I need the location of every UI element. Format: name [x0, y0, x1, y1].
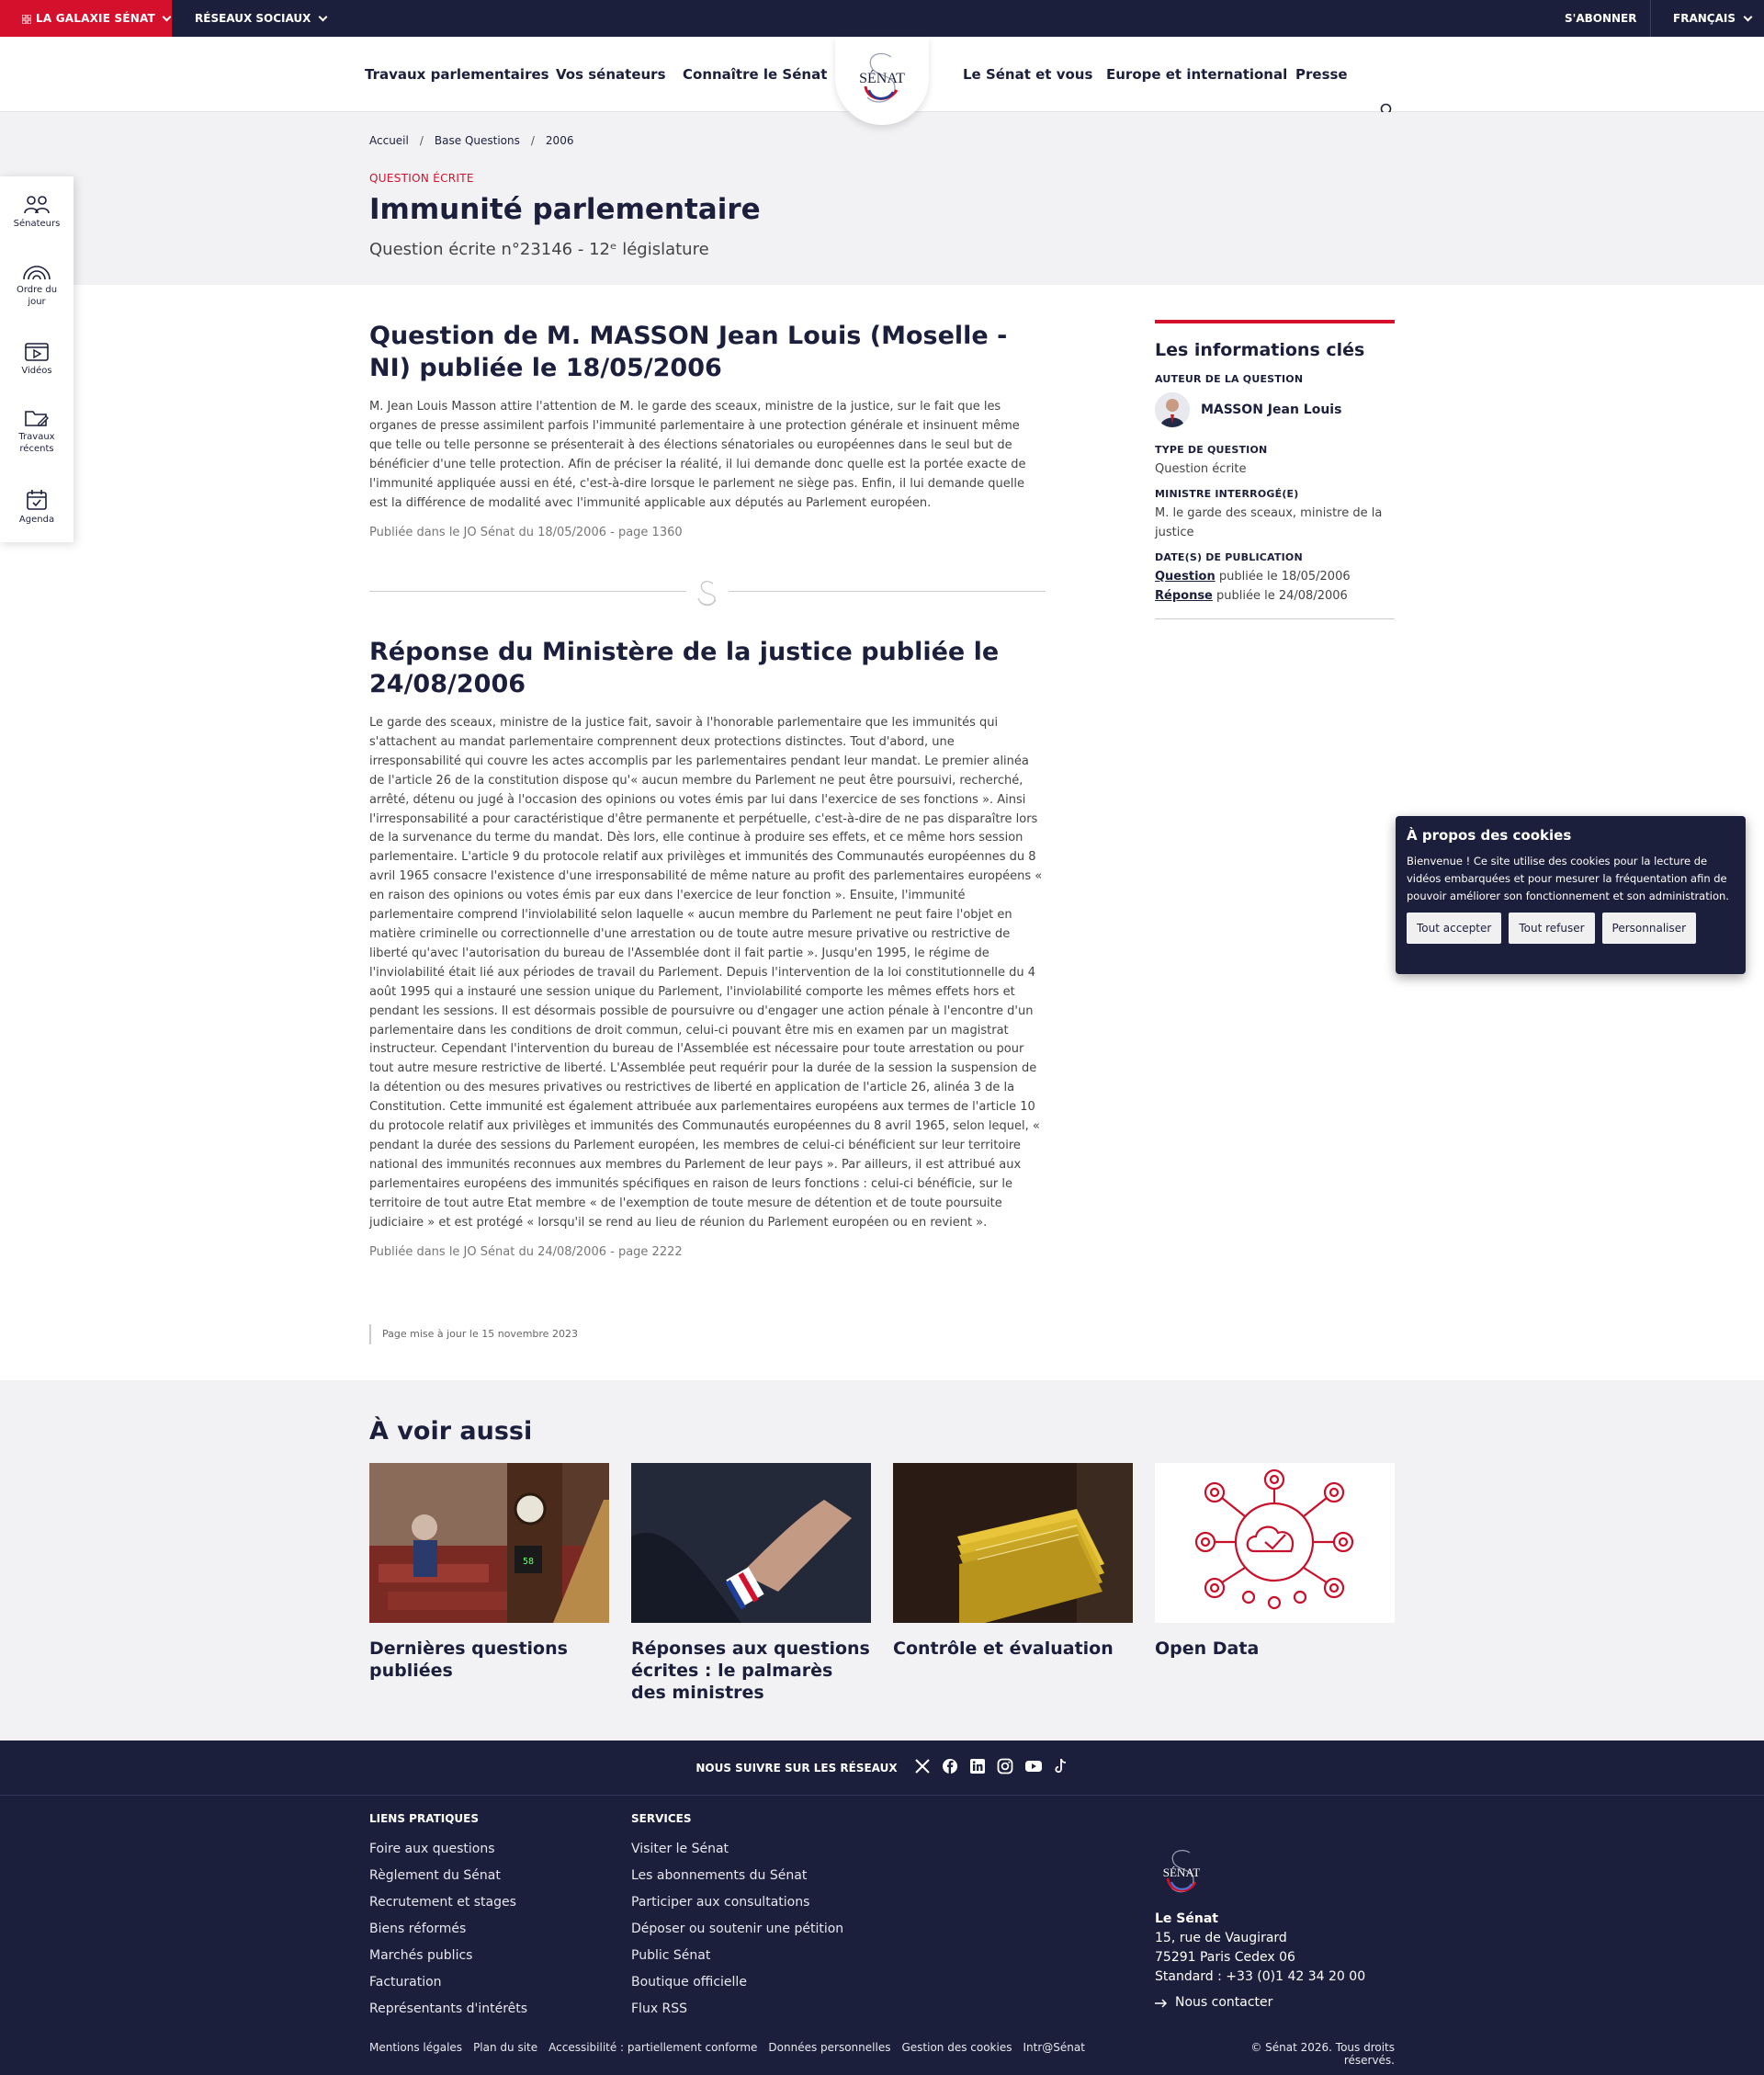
card-control-evaluation[interactable]: [893, 1463, 1133, 1660]
rail-label: Travaux récents: [18, 432, 55, 454]
senat-logo[interactable]: [835, 37, 929, 125]
nav-vos-senateurs[interactable]: Vos sénateurs: [556, 66, 666, 83]
footer-service-link[interactable]: Déposer ou soutenir une pétition: [631, 1922, 844, 1936]
galaxy-menu-button[interactable]: [0, 0, 172, 37]
accept-all-button[interactable]: Tout accepter: [1407, 913, 1501, 944]
footer-link[interactable]: Marchés publics: [369, 1948, 473, 1963]
nav-le-senat-et-vous[interactable]: Le Sénat et vous: [963, 66, 1093, 83]
card-latest-questions[interactable]: [369, 1463, 609, 1682]
logo-text: SÉNAT: [1162, 1865, 1201, 1879]
response-date: publiée le 24/08/2006: [1216, 589, 1348, 603]
senat-logo-mark: [845, 46, 919, 116]
language-selector[interactable]: [1650, 0, 1764, 37]
address-line-2: 75291 Paris Cedex 06: [1155, 1950, 1295, 1965]
response-anchor-link[interactable]: Réponse: [1155, 589, 1213, 603]
avatar: [1155, 392, 1190, 427]
breadcrumb: [369, 134, 573, 147]
rail-label: Vidéos: [21, 366, 52, 376]
footer-link[interactable]: Représentants d'intérêts: [369, 2001, 528, 2016]
footer-address: [1155, 1910, 1365, 2013]
social-networks-menu[interactable]: [195, 0, 326, 37]
question-anchor-link[interactable]: Question: [1155, 570, 1216, 584]
breadcrumb-home[interactable]: Accueil: [369, 134, 409, 147]
author-name: MASSON Jean Louis: [1201, 403, 1342, 417]
cloud-network-icon: [1155, 1463, 1395, 1623]
card-title: Réponses aux questions écrites : le palmarès des ministres: [631, 1638, 870, 1703]
subscribe-link[interactable]: S'ABONNER: [1565, 12, 1637, 25]
legal-link[interactable]: Mentions légales: [369, 2041, 463, 2054]
breadcrumb-separator: /: [419, 134, 424, 147]
card-title: Open Data: [1155, 1638, 1260, 1659]
question-section: [369, 320, 1046, 539]
question-title: Question de M. MASSON Jean Louis (Moselle - NI) publiée le 18/05/2006: [369, 322, 1008, 382]
social-label: RÉSEAUX SOCIAUX: [195, 12, 311, 25]
rail-item-senateurs[interactable]: [0, 195, 74, 230]
card-ministers-ranking[interactable]: [631, 1463, 871, 1704]
footer-link[interactable]: Recrutement et stages: [369, 1895, 516, 1910]
galaxy-label: LA GALAXIE SÉNAT: [36, 12, 155, 25]
answer-body: Le garde des sceaux, ministre de la justice fait, savoir à l'honorable parlementaire que les immunités qui s'attachent au mandat parlementaire comprennent deux protections distinctes. Tout d'abord, une irresponsabilité qui couvre les actes accomplis par les parlementaires pendant leur mandat. Le premier alinéa de l'article 26 de la constitution dispose qu'« aucun membre du Parlement ne peut être poursuivi, recherché, arrêté, détenu ou jugé à l'occasion des opinions ou votes émis par lui dans l'exercice de ses fonctions ». Ainsi l'irresponsabilité a pour caractéristique d'être permanente et perpétuelle, c'est-à-dire de ne pas disparaître lors de la survenance du terme du mandat. Dès lors, elle continue à produire ses effets, et ce même hors session parlementaire. L'article 9 du protocole relatif aux privilèges et immunités des Communautés européennes du 8 avril 1965 consacre l'existence d'une irresponsabilité de même nature au profit des parlementaires européens « en raison des opinions ou votes émis par eux dans l'exercice de leur fonction ». Ensuite, l'immunité parlementaire comprend l'inviolabilité selon laquelle « aucun membre du Parlement ne peut faire l'objet en matière criminelle ou correctionnelle d'une arrestation ou de toute autre mesure privative ou restrictive de liberté qu'avec l'autorisation du bureau de l'Assemblée dont il fait partie ». Jusqu'en 1995, le régime de l'inviolabilité était lié aux périodes de travail du Parlement. Depuis l'intervention de la loi constitutionnelle du 4 août 1995 qui a instauré une session unique du Parlement, l'inviolabilité comporte les mêmes effets hors et pendant les sessions. Il est désormais possible de poursuivre ou d'engager une action pénale à l'encontre d'un parlementaire dans les conditions de droit commun, celui-ci pouvant être mis en examen par un magistrat instructeur. Cependant l'intervention du bureau de l'Assemblée est nécessaire pour toute arrestation ou pour tout autre mesure restrictive de liberté. L'Assemblée peut requérir pour la durée de la session la suspension de la détention ou des mesures privatives ou restrictives de liberté en application de l'article 26, alinéa 3 de la Constitution. Cette immunité est également attribuée aux parlementaires européens aux termes de l'article 10 du protocole relatif aux privilèges et immunités des Communautés européennes du 8 avril 1965, selon lequel, « pendant la durée des sessions du Parlement européen, les membres de celui-ci bénéficient sur leur territoire national des immunités reconnues aux membres du Parlement de leur pays ». Par ailleurs, il est attribué aux parlementaires européens des immunités spécifiques en raison de leurs fonctions : celui-ci bénéficie, sur le territoire de tout autre Etat membre « de l'exemption de toute mesure de détention et de toute poursuite judiciaire » et est protégé « lorsqu'il se rend au lieu de réunion du Parlement européen ou en revient ».: [369, 716, 1043, 1230]
page-header-band: [0, 112, 1764, 285]
rail-item-travaux-recents[interactable]: [0, 408, 74, 455]
answer-section: [369, 636, 1046, 1259]
date-response-row: [1155, 586, 1395, 606]
see-also-title: À voir aussi: [369, 1417, 533, 1446]
footer-link[interactable]: Biens réformés: [369, 1922, 467, 1936]
panel-accent-line: [1155, 320, 1395, 323]
services-title: SERVICES: [631, 1812, 692, 1825]
dates-label: DATE(S) DE PUBLICATION: [1155, 551, 1303, 563]
quick-access-rail: [0, 176, 74, 542]
answer-publication: Publiée dans le JO Sénat du 24/08/2006 - page 2222: [369, 1245, 683, 1260]
senat-logo-mark: [1153, 1845, 1212, 1904]
author-link[interactable]: [1155, 392, 1395, 427]
legal-link[interactable]: Gestion des cookies: [901, 2041, 1012, 2054]
footer-link[interactable]: Foire aux questions: [369, 1842, 495, 1856]
card-image: [631, 1463, 871, 1623]
author-label: AUTEUR DE LA QUESTION: [1155, 373, 1304, 385]
question-publication: Publiée dans le JO Sénat du 18/05/2006 - page 1360: [369, 526, 683, 540]
footer-service-link[interactable]: Participer aux consultations: [631, 1895, 810, 1910]
org-name: Le Sénat: [1155, 1911, 1218, 1926]
footer-senat-logo[interactable]: [1153, 1845, 1212, 1908]
cookie-text: Bienvenue ! Ce site utilise des cookies pour la lecture de vidéos embarquées et pour mesurer la fréquentation afin de pouvoir améliorer son fonctionnement et son administration.: [1407, 855, 1729, 902]
nav-europe-international[interactable]: Europe et international: [1106, 66, 1288, 83]
x-icon[interactable]: [914, 1758, 931, 1778]
contact-label: Nous contacter: [1175, 1995, 1273, 2010]
footer-services: [631, 1812, 843, 2023]
agenda-radio-icon: [20, 261, 53, 281]
minister-value: M. le garde des sceaux, ministre de la justice: [1155, 506, 1383, 539]
card-image: [1155, 1463, 1395, 1623]
footer-useful-links: [369, 1812, 527, 2023]
footer-service-link[interactable]: Boutique officielle: [631, 1975, 747, 1990]
question-body: M. Jean Louis Masson attire l'attention de M. le garde des sceaux, ministre de la justice, sur le fait que les organes de presse assimilent parfois l'immunité parlementaire à une protection générale et insinuent même que telle ou telle personne se présenterait à des élections sénatoriales ou européennes dans le seul but de bénéficier d'une telle protection. Afin de préciser la réalité, il lui demande donc quelle est la portée exacte de l'immunité appliquée aussi en été, c'est-à-dire lorsque le parlement ne siège pas. Enfin, il lui demande quelle est la différence de modalité avec l'immunité applicable aux députés au Parlement européen.: [369, 400, 1026, 510]
site-footer: [0, 1741, 1764, 2075]
customize-button[interactable]: Personnaliser: [1602, 913, 1697, 944]
svg-text:58: 58: [522, 1557, 535, 1567]
key-info-panel: [1155, 320, 1395, 619]
nav-travaux-parlementaires[interactable]: Travaux parlementaires: [365, 66, 549, 83]
rail-item-ordre-du-jour[interactable]: [0, 261, 74, 308]
type-value: Question écrite: [1155, 462, 1247, 476]
cookie-banner: [1396, 816, 1746, 974]
senators-icon: [22, 195, 51, 215]
footer-social-row: [0, 1741, 1764, 1796]
nav-connaitre-le-senat[interactable]: Connaître le Sénat: [683, 66, 828, 83]
panel-title: Les informations clés: [1155, 340, 1365, 360]
chevron-down-icon: [319, 12, 328, 21]
chevron-down-icon: [162, 12, 171, 21]
card-title: Dernières questions publiées: [369, 1638, 568, 1681]
arrow-right-icon: [1155, 1999, 1168, 2008]
legal-link[interactable]: Intr@Sénat: [1023, 2041, 1085, 2054]
footer-service-link[interactable]: Public Sénat: [631, 1948, 711, 1963]
breadcrumb-year[interactable]: 2006: [545, 134, 574, 147]
copyright: © Sénat 2026. Tous droits réservés.: [1250, 2041, 1395, 2067]
tiktok-icon[interactable]: [1054, 1758, 1069, 1778]
page-updated-date: Page mise à jour le 15 novembre 2023: [369, 1324, 578, 1344]
footer-service-link[interactable]: Les abonnements du Sénat: [631, 1868, 808, 1883]
panel-bottom-divider: [1155, 618, 1395, 619]
follow-label: NOUS SUIVRE SUR LES RÉSEAUX: [695, 1761, 898, 1775]
card-title: Contrôle et évaluation: [893, 1638, 1114, 1659]
see-also-section: [0, 1380, 1764, 1741]
contact-link[interactable]: [1155, 1993, 1365, 2013]
legal-link[interactable]: Plan du site: [473, 2041, 538, 2054]
answer-title: Réponse du Ministère de la justice publiée le 24/08/2006: [369, 638, 1000, 698]
linkedin-icon[interactable]: [969, 1758, 986, 1778]
breadcrumb-separator: /: [530, 134, 535, 147]
type-label: TYPE DE QUESTION: [1155, 444, 1268, 456]
video-icon: [24, 342, 50, 362]
page-title: Immunité parlementaire: [369, 193, 761, 226]
calendar-icon: [25, 489, 49, 511]
youtube-icon[interactable]: [1024, 1758, 1043, 1778]
card-open-data[interactable]: [1155, 1463, 1395, 1660]
footer-link[interactable]: Facturation: [369, 1975, 442, 1990]
chevron-down-icon: [1744, 12, 1753, 21]
legal-link[interactable]: Accessibilité : partiellement conforme: [548, 2041, 758, 2054]
grid-icon: [22, 14, 31, 23]
logo-text: SÉNAT: [859, 71, 905, 86]
address-line-1: 15, rue de Vaugirard: [1155, 1931, 1287, 1945]
top-bar: [0, 0, 1764, 37]
rail-label: Ordre du jour: [16, 285, 58, 307]
legal-link[interactable]: Données personnelles: [768, 2041, 891, 2054]
phone-number: Standard : +33 (0)1 42 34 20 00: [1155, 1969, 1366, 1984]
rail-label: Agenda: [18, 515, 55, 525]
footer-legal-links: [369, 2041, 1085, 2054]
folder-edit-icon: [24, 408, 50, 428]
footer-link[interactable]: Règlement du Sénat: [369, 1868, 501, 1883]
page-kicker: QUESTION ÉCRITE: [369, 172, 474, 185]
card-image: [369, 1463, 609, 1623]
nav-presse[interactable]: Presse: [1295, 66, 1348, 83]
date-question-row: [1155, 567, 1395, 586]
minister-label: MINISTRE INTERROGÉ(E): [1155, 488, 1299, 500]
useful-links-title: LIENS PRATIQUES: [369, 1812, 479, 1825]
language-label: FRANÇAIS: [1673, 12, 1736, 25]
section-divider: [369, 580, 1046, 607]
footer-service-link[interactable]: Visiter le Sénat: [631, 1842, 729, 1856]
facebook-icon[interactable]: [942, 1758, 958, 1778]
footer-service-link[interactable]: Flux RSS: [631, 2001, 688, 2016]
breadcrumb-base-questions[interactable]: Base Questions: [434, 134, 520, 147]
page-subtitle: Question écrite n°23146 - 12ᵉ législature: [369, 240, 709, 259]
refuse-all-button[interactable]: Tout refuser: [1509, 913, 1594, 944]
card-image: [893, 1463, 1133, 1623]
cookie-title: À propos des cookies: [1407, 827, 1572, 844]
question-date: publiée le 18/05/2006: [1218, 570, 1351, 584]
rail-label: Sénateurs: [13, 219, 61, 229]
senat-s-icon: [694, 578, 721, 607]
rail-item-videos[interactable]: [0, 342, 74, 377]
instagram-icon[interactable]: [997, 1758, 1013, 1778]
rail-item-agenda[interactable]: [0, 489, 74, 526]
